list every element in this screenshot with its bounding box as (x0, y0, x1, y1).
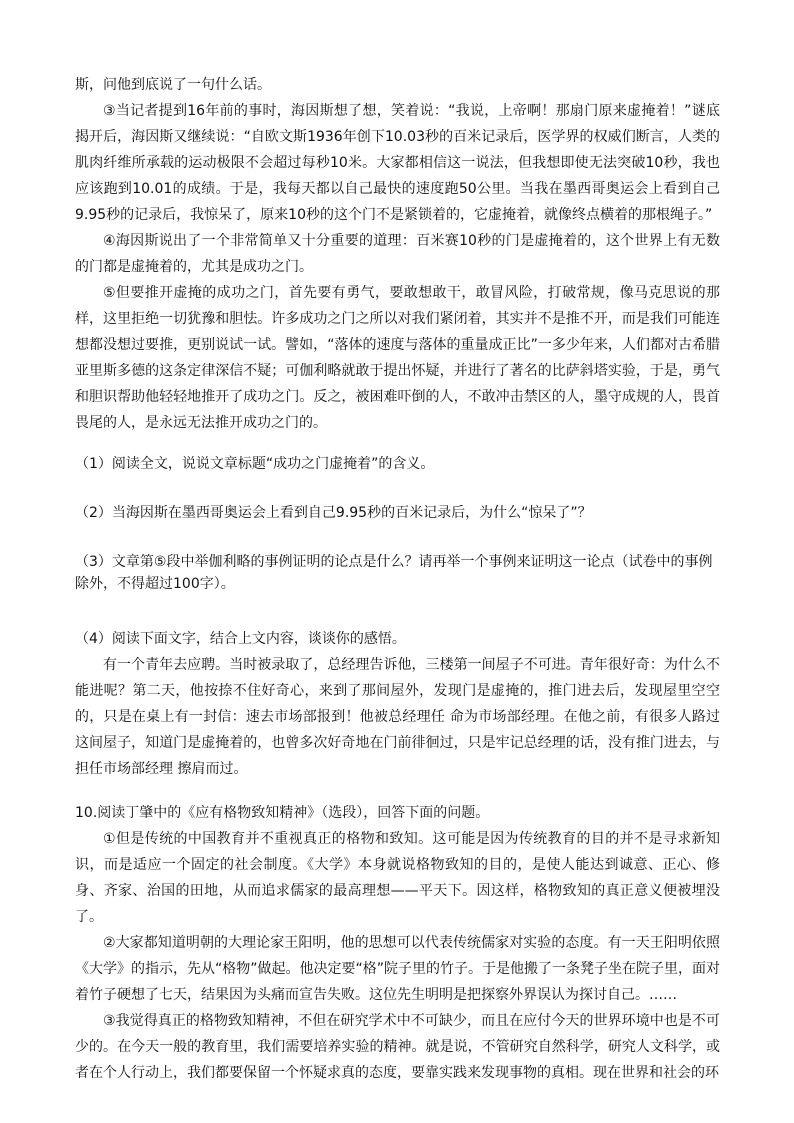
passage-2 (75, 800, 720, 1086)
question-4-block (75, 626, 720, 782)
passage-2-paragraph-3: ③我觉得真正的格物致知精神，不但在研究学术中不可缺少，而且在应付今天的世界环境中也是不可少的。在今天一般的教育里，我们需要培养实验的精神。就是说，不管研究自然科学，研究人文科学，或者在个人行动上，我们都要保留一个怀疑求真的态度，要靠实践来发现事物的真相。现在世界和社会的环 (75, 1013, 720, 1081)
passage-2-paragraph-2: ②大家都知道明朝的大理论家王阳明，他的思想可以代表传统儒家对实验的态度。有一天王阳明依照《大学》的指示，先从“格物”做起。他决定要“格”院子里的竹子。于是他搬了一条凳子坐在院子里，面对着竹子硬想了七天，结果因为头痛而宣告失败。这位先生明明是把探察外界误认为探讨自己。…… (75, 935, 721, 1003)
paragraph-3: ③当记者提到16年前的事时，海因斯想了想，笑着说：“我说，上帝啊！那扇门原来虚掩着！”谜底揭开后，海因斯又继续说：“自欧文斯1936年创下10.03秒的百米记录后，医学界的权威们断言，人类的肌肉纤维所承载的运动极限不会超过每秒10米。大家都相信这一说法，但我想即使无法突破10秒，我也应该跑到10.01的成绩。于是，我每天都以自己最快的速度跑50公里。当我在墨西哥奥运会上看到自己9.95秒的记录后，我惊呆了，原来10秒的这个门不是紧锁着的，它虚掩着，就像终点横着的那根绳子。” (75, 103, 720, 223)
passage-2-heading: 10.阅读丁肇中的《应有格物致知精神》（选段），回答下面的问题。 (75, 805, 490, 821)
passage-1 (75, 72, 720, 436)
passage-2-paragraph-1: ①但是传统的中国教育并不重视真正的格物和致知。这可能是因为传统教育的目的并不是寻求新知识，而是适应一个固定的社会制度。《大学》本身就说格物致知的目的，是使人能达到诚意、正心、修身、齐家、治国的田地，从而追求儒家的最高理想——平天下。因这样，格物致知的真正意义便被埋没了。 (75, 831, 720, 925)
question-1: （1）阅读全文，说说文章标题“成功之门虚掩着”的含义。 (75, 456, 435, 472)
question-3: （3）文章第⑤段中举伽利略的事例证明的论点是什么？请再举一个事例来证明这一论点（试卷中的事例除外，不得超过100字）。 (75, 554, 713, 592)
paragraph-5: ⑤但要推开虚掩的成功之门，首先要有勇气，要敢想敢干，敢冒风险，打破常规，像马克思说的那样，这里拒绝一切犹豫和胆怯。许多成功之门之所以对我们紧闭着，其实并不是推不开，而是我们可能连想都没想过要推，更别说试一试。譬如，“落体的速度与落体的重量成正比”一多少年来，人们都对古希腊亚里斯多德的这条定律深信不疑；可伽利略就敢于提出怀疑，并进行了著名的比萨斜塔实验，于是，勇气和胆识帮助他轻轻地推开了成功之门。反之，被困难吓倒的人，不敢冲击禁区的人，墨守成规的人，畏首畏尾的人，是永远无法推开成功之门的。 (75, 285, 720, 431)
paragraph-4: ④海因斯说出了一个非常简单又十分重要的道理：百米赛10秒的门是虚掩着的，这个世界上有无数的门都是虚掩着的，尤其是成功之门。 (75, 233, 720, 275)
question-2: （2）当海因斯在墨西哥奥运会上看到自己9.95秒的百米记录后，为什么“惊呆了”？ (75, 505, 592, 521)
question-4-text: 有一个青年去应聘。当时被录取了，总经理告诉他，三楼第一间屋子不可进。青年很好奇：为什么不能进呢？第二天，他按捺不住好奇心，来到了那间屋外，发现门是虚掩的，推门进去后，发现屋里空空的，只是在桌上有一封信：速去市场部报到！他被总经理任 命为市场部经理。在他之前，有很多人路过这间屋子，知道门是虚掩着的，也曾多次好奇地在门前徘徊过，只是牢记总经理的话，没有推门进去，与担任市场部经理 擦肩而过。 (75, 657, 720, 777)
question-4: （4）阅读下面文字，结合上文内容，谈谈你的感悟。 (75, 631, 406, 647)
paragraph-continuation: 斯，问他到底说了一句什么话。 (75, 77, 271, 93)
